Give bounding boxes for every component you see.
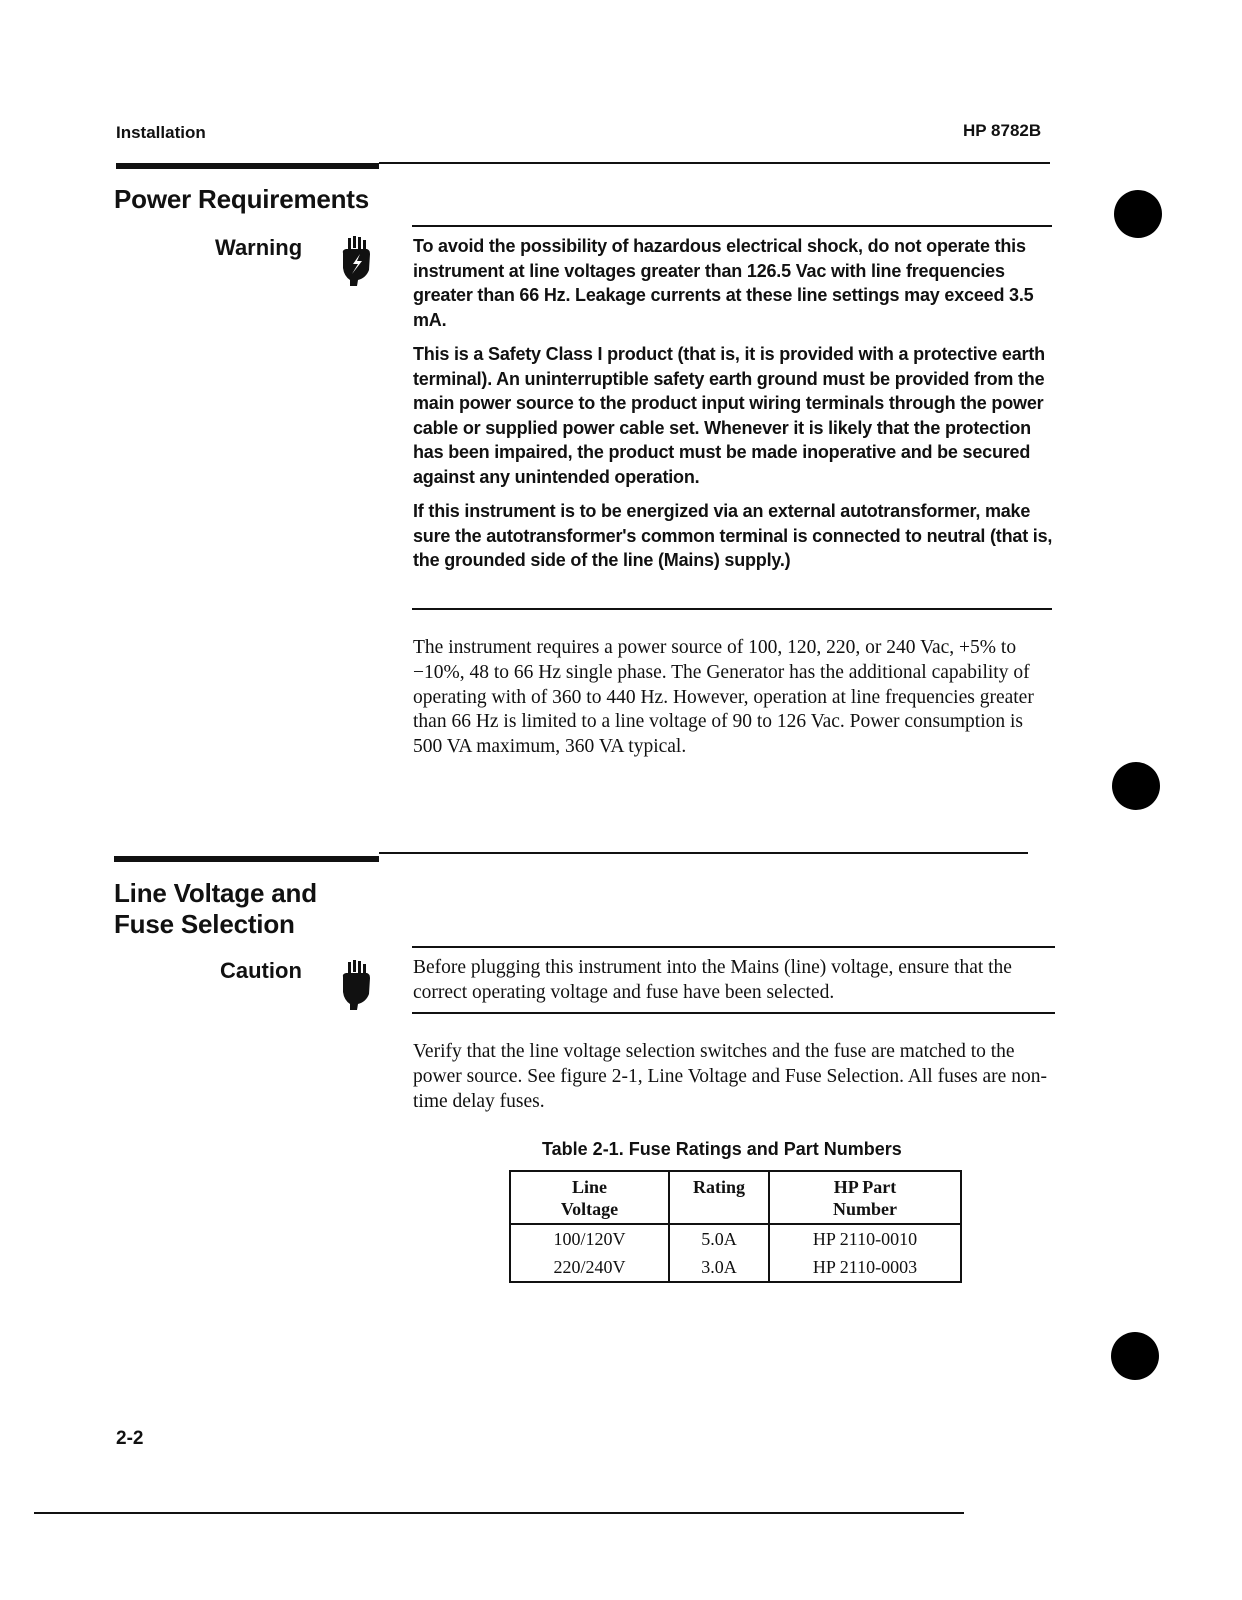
table-caption: Table 2-1. Fuse Ratings and Part Numbers xyxy=(542,1139,902,1159)
column-header-part-number xyxy=(769,1171,961,1224)
warning-label: Warning xyxy=(215,235,303,260)
header-text: HP Part xyxy=(833,1177,897,1197)
section-title-line-voltage xyxy=(114,878,317,940)
caution-text: Before plugging this instrument into the Mains (line) voltage, ensure that the correct operating voltage and fuse have been selected. xyxy=(413,957,1012,1003)
warning-hand-icon xyxy=(340,236,372,286)
column-header-line-voltage xyxy=(510,1171,669,1224)
cell-voltage: 100/120V xyxy=(510,1224,669,1253)
section-title-power-requirements: Power Requirements xyxy=(114,184,370,214)
warning-paragraph: To avoid the possibility of hazardous electrical shock, do not operate this instrument at line voltages greater than 126.5 Vac with line frequencies greater than 66 Hz. Leakage currents at these line settings may exceed 3.5 mA. xyxy=(413,236,1034,330)
caution-top-rule xyxy=(412,946,1055,948)
cell-part-number: HP 2110-0003 xyxy=(769,1253,961,1282)
table-row xyxy=(510,1253,961,1282)
header-text: Voltage xyxy=(560,1199,619,1219)
binder-hole xyxy=(1111,1332,1159,1380)
warning-bottom-rule xyxy=(412,608,1052,610)
header-model-number: HP 8782B xyxy=(963,121,1042,140)
fuse-table xyxy=(509,1170,962,1283)
header-text: Line xyxy=(571,1177,607,1197)
column-header-rating xyxy=(669,1171,769,1224)
section-rule-thick xyxy=(116,163,379,169)
section-rule-thin xyxy=(379,162,1050,164)
section-title-line-1: Line Voltage and xyxy=(114,878,317,908)
section-rule-thick xyxy=(114,856,379,862)
caution-label: Caution xyxy=(220,958,302,983)
warning-box xyxy=(413,234,1063,583)
cell-part-number: HP 2110-0010 xyxy=(769,1224,961,1253)
table-row xyxy=(510,1224,961,1253)
table-header-row xyxy=(510,1171,961,1224)
caution-bottom-rule xyxy=(412,1012,1055,1014)
header-section-name: Installation xyxy=(116,123,206,142)
page-number: 2-2 xyxy=(116,1428,144,1449)
cell-voltage: 220/240V xyxy=(510,1253,669,1282)
power-requirements-body: The instrument requires a power source of 100, 120, 220, or 240 Vac, +5% to −10%, 48 to 66 Hz single phase. The Generator has the additional capability of operating with of 360 to 440 Hz. However, operation at line frequencies greater than 66 Hz is limited to a line voltage of 90 to 126 Vac. Power consumption is 500 VA maximum, 360 VA typical. xyxy=(413,637,1034,758)
caution-hand-icon xyxy=(340,960,372,1010)
cell-rating: 5.0A xyxy=(669,1224,769,1253)
warning-paragraph: If this instrument is to be energized via an external autotransformer, make sure the autotransformer's common terminal is connected to neutral (that is, the grounded side of the line (Mains) supply.) xyxy=(413,501,1053,570)
line-voltage-body: Verify that the line voltage selection switches and the fuse are matched to the power source. See figure 2-1, Line Voltage and Fuse Selection. All fuses are non-time delay fuses. xyxy=(413,1041,1047,1112)
header-text: Rating xyxy=(692,1177,745,1197)
section-title-line-2: Fuse Selection xyxy=(114,909,295,939)
binder-hole xyxy=(1114,190,1162,238)
warning-top-rule xyxy=(412,225,1052,227)
cell-rating: 3.0A xyxy=(669,1253,769,1282)
binder-hole xyxy=(1112,762,1160,810)
header-text: Number xyxy=(833,1199,897,1219)
section-rule-thin xyxy=(379,852,1028,854)
warning-paragraph: This is a Safety Class I product (that is, it is provided with a protective earth terminal). An uninterruptible safety earth ground must be provided from the main power source to the product input wiring terminals through the power cable or supplied power cable set. Whenever it is likely that the protection has been impaired, the product must be made inoperative and be secured against any unintended operation. xyxy=(413,344,1045,487)
footer-rule xyxy=(34,1512,964,1514)
